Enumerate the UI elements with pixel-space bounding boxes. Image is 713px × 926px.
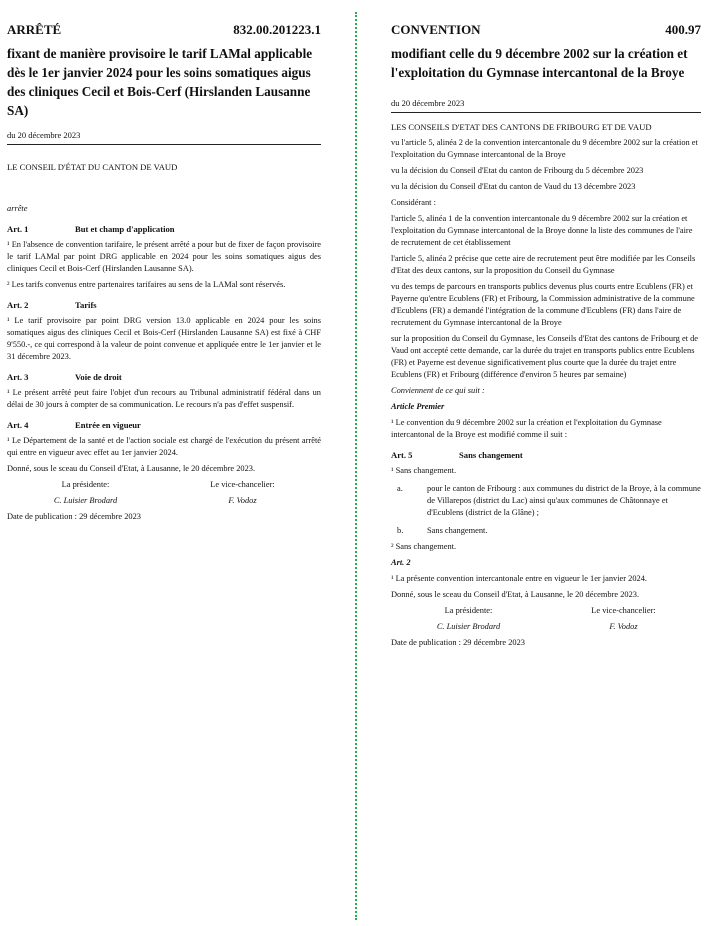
article-title: But et champ d'application [75,224,175,234]
article-premier-heading: Article Premier [391,402,445,411]
recital: Considérant : [391,198,436,207]
list-letter: b. [397,526,404,535]
article-title: Voie de droit [75,372,122,382]
article-number: Art. 4 [7,420,29,430]
article-paragraph: ¹ Sans changement. [391,466,457,475]
doc-title: modifiant celle du 9 décembre 2002 sur la création et l'exploitation du Gymnase intercantonal de la Broye [391,46,688,80]
signature-label-president: La présidente: [444,606,493,615]
list-letter: a. [397,484,403,493]
doc-number: 400.97 [665,22,701,37]
recital: l'article 5, alinéa 1 de la convention intercantonale du 9 décembre 2002 sur la création et l'exploitation du Gymnase intercantonal de la Broye donne la liste des communes de l'aire de recrutement de cet établissement [391,214,693,247]
signature-name-president: C. Luisier Brodard [53,496,118,505]
article-number: Art. 2 [7,300,29,310]
signature-labels [7,479,321,491]
publication-date: Date de publication : 29 décembre 2023 [7,512,141,521]
recital: vu la décision du Conseil d'Etat du canton de Fribourg du 5 décembre 2023 [391,166,644,175]
signature-labels [391,605,701,617]
divider-rule [391,112,701,113]
authority: LES CONSEILS D'ETAT DES CANTONS DE FRIBOURG ET DE VAUD [391,122,652,132]
recital: vu l'article 5, alinéa 2 de la convention intercantonale du 9 décembre 2002 sur la création et l'exploitation du Gymnase intercantonal de la Broye [391,138,698,159]
article-heading [391,449,701,461]
right-header [391,22,701,38]
recital: vu des temps de parcours en transports publics devenus plus courts entre Ecublens (FR) et Payerne qu'entre Ecublens (FR) et Fribourg, la Commission administrative de la commune d'Ecublens (FR) a demandé l'intégration de la commune d'Ecublens (FR) dans l'aire de recrutement du Gymnase intercantonal de la Broye [391,282,695,327]
list-item [391,525,701,537]
recital: vu la décision du Conseil d'Etat du canton de Vaud du 13 décembre 2023 [391,182,636,191]
article-paragraph: ¹ En l'absence de convention tarifaire, le présent arrêté a pour but de fixer de façon provisoire le tarif LAMal par point DRG applicable en 2024 pour les soins somatiques aigus des cliniques Cecil et Bois-Cerf (Hirslanden Lausanne SA). [7,240,321,273]
article-paragraph: ¹ Le présent arrêté peut faire l'objet d'un recours au Tribunal administratif fédéral dans un délai de 30 jours à compter de sa communication. Le recours n'a pas d'effet suspensif. [7,388,321,409]
doc-type: ARRÊTÉ [7,22,62,37]
article-title: Tarifs [75,300,97,310]
article-heading [7,371,321,383]
article-paragraph: ¹ La présente convention intercantonale entre en vigueur le 1er janvier 2024. [391,574,647,583]
signature-name-chancellor: F. Vodoz [609,622,638,631]
done-statement: Donné, sous le sceau du Conseil d'Etat, à Lausanne, le 20 décembre 2023. [391,590,640,599]
recital: l'article 5, alinéa 2 précise que cette aire de recrutement peut être modifiée par les Conseils d'Etat des deux cantons, sur la proposition du Conseil du Gymnase [391,254,696,275]
article-heading [7,419,321,431]
list-text: pour le canton de Fribourg : aux communes du district de la Broye, à la commune de Villarepos (district du Lac) ainsi qu'aux communes de Châtonnaye et d'Ecublens (district de la Glâne) ; [427,484,701,517]
left-header [7,22,321,38]
doc-number: 832.00.201223.1 [233,22,321,37]
article-paragraph: ² Sans changement. [391,542,457,551]
article-number: Art. 3 [7,372,29,382]
divider-rule [7,144,321,145]
article-number: Art. 5 [391,450,413,460]
arrete-label: arrête [7,204,28,213]
article-heading [7,223,321,235]
agreement-label: Conviennent de ce qui suit : [391,386,485,395]
authority: LE CONSEIL D'ÉTAT DU CANTON DE VAUD [7,162,178,172]
signature-label-president: La présidente: [61,480,110,489]
doc-type: CONVENTION [391,22,481,37]
signature-names [7,495,321,507]
article-heading: Art. 2 [391,558,411,567]
signature-label-chancellor: Le vice-chancelier: [591,606,656,615]
signature-names [391,621,701,633]
list-item [391,483,701,519]
column-divider [355,12,357,920]
article-heading [7,299,321,311]
article-paragraph: ¹ Le tarif provisoire par point DRG version 13.0 applicable en 2024 pour les soins somatiques aigus des cliniques Cecil et Bois-Cerf (Hirslanden Lausanne SA) est fixé à CHF 9'550.-, ce qui correspond à la valeur de point convenue et appliquée entre le 1er janvier et le 31 décembre 2023. [7,316,321,361]
article-title: Sans changement [459,450,523,460]
signature-label-chancellor: Le vice-chancelier: [210,480,275,489]
right-column [391,0,701,649]
article-number: Art. 1 [7,224,29,234]
publication-date: Date de publication : 29 décembre 2023 [391,638,525,647]
left-column [7,0,321,523]
signature-name-president: C. Luisier Brodard [436,622,501,631]
list-text: Sans changement. [427,526,488,535]
article-paragraph: ¹ Le Département de la santé et de l'action sociale est chargé de l'exécution du présent arrêté qui entre en vigueur avec effet au 1er janvier 2024. [7,436,321,457]
doc-title: fixant de manière provisoire le tarif LAMal applicable dès le 1er janvier 2024 pour les soins somatiques aigus des cliniques Cecil et Bois-Cerf (Hirslanden Lausanne SA) [7,46,313,118]
article-title: Entrée en vigueur [75,420,141,430]
recital: sur la proposition du Conseil du Gymnase, les Conseils d'Etat des cantons de Fribourg et de Vaud ont accepté cette demande, car la durée du trajet en transports publics entre Ecublens (FR) et Payerne est devenue significativement plus courte que la durée du trajet entre Ecublens (FR) et Fribourg (différence d'environ 5 heures par semaine) [391,334,699,379]
article-paragraph: ¹ Le convention du 9 décembre 2002 sur la création et l'exploitation du Gymnase intercantonal de la Broye est modifié comme il suit : [391,418,662,439]
doc-date: du 20 décembre 2023 [7,130,81,140]
signature-name-chancellor: F. Vodoz [228,496,257,505]
doc-date: du 20 décembre 2023 [391,98,465,108]
article-paragraph: ² Les tarifs convenus entre partenaires tarifaires au sens de la LAMal sont réservés. [7,280,286,289]
done-statement: Donné, sous le sceau du Conseil d'Etat, à Lausanne, le 20 décembre 2023. [7,464,256,473]
